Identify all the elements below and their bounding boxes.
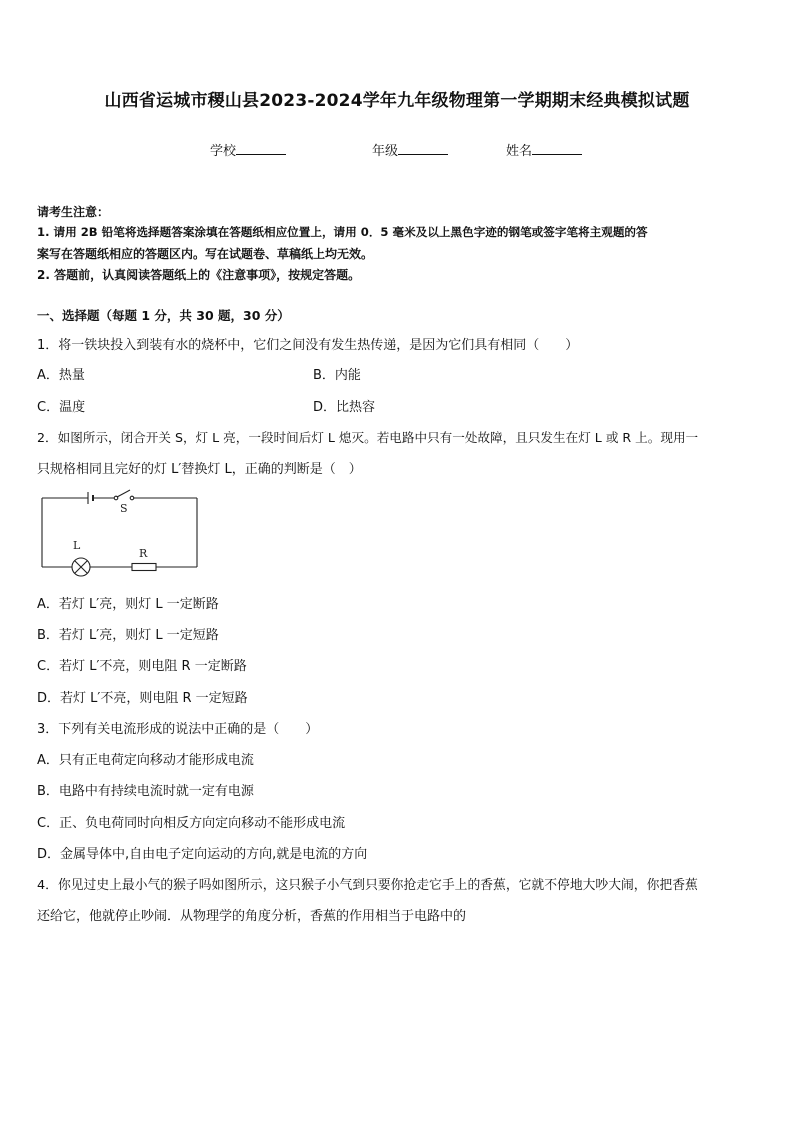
notice-item-1-line-1: 1. 请用 2B 铅笔将选择题答案涂填在答题纸相应位置上，请用 0．5 毫米及以上黑色字迹的钢笔或签字笔将主观题的答 bbox=[37, 225, 648, 239]
resistor-icon bbox=[132, 564, 156, 571]
notice-item-1-line-2: 案写在答题纸相应的答题区内。写在试题卷、草稿纸上均无效。 bbox=[37, 247, 374, 261]
school-field bbox=[210, 140, 286, 159]
q1-option-c[interactable]: C．温度 bbox=[37, 400, 86, 415]
q1-option-a[interactable]: A．热量 bbox=[37, 368, 85, 383]
grade-field bbox=[372, 140, 448, 159]
section-heading: 一、选择题（每题 1 分，共 30 题，30 分） bbox=[37, 308, 290, 323]
q2-option-a[interactable]: A．若灯 L′亮，则灯 L 一定断路 bbox=[37, 597, 219, 612]
switch-contact bbox=[130, 496, 134, 500]
exam-title: 山西省运城市稷山县2023-2024学年九年级物理第一学期期末经典模拟试题 bbox=[104, 91, 690, 111]
q1-stem: 1．将一铁块投入到装有水的烧杯中，它们之间没有发生热传递，是因为它们具有相同（ ） bbox=[37, 338, 579, 353]
resistor-label: R bbox=[139, 547, 148, 560]
switch-label: S bbox=[120, 502, 128, 515]
grade-label: 年级 bbox=[372, 144, 399, 159]
notice-heading: 请考生注意： bbox=[37, 205, 110, 219]
grade-blank[interactable] bbox=[398, 142, 448, 155]
name-field bbox=[506, 140, 582, 159]
q1-option-d[interactable]: D．比热容 bbox=[313, 400, 376, 415]
q3-stem: 3．下列有关电流形成的说法中正确的是（ ） bbox=[37, 722, 319, 737]
switch-blade[interactable] bbox=[117, 490, 130, 497]
q3-option-a[interactable]: A．只有正电荷定向移动才能形成电流 bbox=[37, 753, 254, 768]
q2-stem-line-2: 只规格相同且完好的灯 L′替换灯 L，正确的判断是（ ） bbox=[37, 462, 362, 477]
q3-option-b[interactable]: B．电路中有持续电流时就一定有电源 bbox=[37, 784, 254, 799]
q1-option-b[interactable]: B．内能 bbox=[313, 368, 361, 383]
notice-item-2: 2. 答题前，认真阅读答题纸上的《注意事项》，按规定答题。 bbox=[37, 268, 361, 282]
name-blank[interactable] bbox=[532, 142, 582, 155]
lamp-label: L bbox=[73, 539, 81, 552]
q2-stem-line-1: 2．如图所示，闭合开关 S，灯 L 亮，一段时间后灯 L 熄灭。若电路中只有一处故障，且只发生在灯 L 或 R 上。现用一 bbox=[37, 430, 699, 445]
q2-option-b[interactable]: B．若灯 L′亮，则灯 L 一定短路 bbox=[37, 628, 219, 643]
q3-option-c[interactable]: C．正、负电荷同时向相反方向定向移动不能形成电流 bbox=[37, 816, 346, 831]
name-label: 姓名 bbox=[506, 144, 533, 159]
q2-option-d[interactable]: D．若灯 L′不亮，则电阻 R 一定短路 bbox=[37, 691, 248, 706]
school-label: 学校 bbox=[210, 144, 237, 159]
school-blank[interactable] bbox=[236, 142, 286, 155]
q2-option-c[interactable]: C．若灯 L′不亮，则电阻 R 一定断路 bbox=[37, 659, 247, 674]
q4-stem-line-2: 还给它，他就停止吵闹．从物理学的角度分析，香蕉的作用相当于电路中的 bbox=[37, 909, 467, 924]
q3-option-d[interactable]: D．金属导体中,自由电子定向运动的方向,就是电流的方向 bbox=[37, 847, 368, 862]
q4-stem-line-1: 4．你见过史上最小气的猴子吗如图所示，这只猴子小气到只要你抢走它手上的香蕉，它就不停地大吵大闹，你把香蕉 bbox=[37, 878, 698, 893]
circuit-diagram bbox=[36, 486, 206, 582]
